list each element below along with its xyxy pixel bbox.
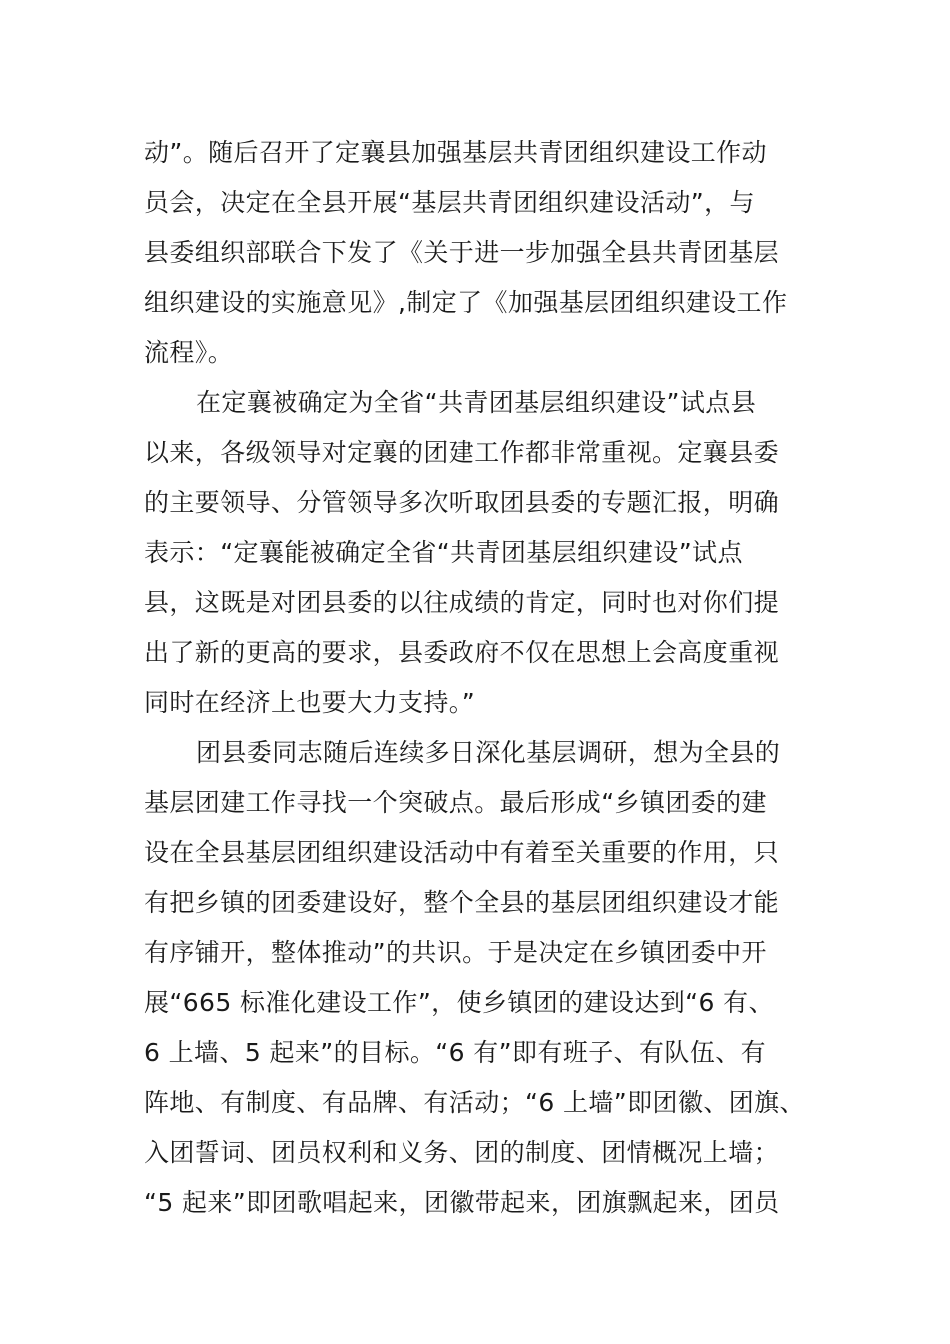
text-line: 设在全县基层团组织建设活动中有着至关重要的作用，只: [144, 838, 780, 867]
text-line: 阵地、有制度、有品牌、有活动；“6 上墙”即团徽、团旗、: [144, 1088, 805, 1117]
text-line: 同时在经济上也要大力支持。”: [144, 688, 476, 717]
text-line: 县，这既是对团县委的以往成绩的肯定，同时也对你们提: [144, 588, 780, 617]
text-line: 的主要领导、分管领导多次听取团县委的专题汇报，明确: [144, 488, 780, 517]
text-line: 动”。随后召开了定襄县加强基层共青团组织建设工作动: [144, 138, 767, 167]
text-line: 员会，决定在全县开展“基层共青团组织建设活动”，与: [144, 188, 755, 217]
text-line: 以来，各级领导对定襄的团建工作都非常重视。定襄县委: [144, 438, 780, 467]
text-line: 入团誓词、团员权利和义务、团的制度、团情概况上墙；: [144, 1138, 780, 1167]
text-line: 有把乡镇的团委建设好，整个全县的基层团组织建设才能: [144, 888, 780, 917]
text-line: 组织建设的实施意见》,制定了《加强基层团组织建设工作: [144, 288, 788, 317]
text-line: 县委组织部联合下发了《关于进一步加强全县共青团基层: [144, 238, 780, 267]
text-line: 展“665 标准化建设工作”，使乡镇团的建设达到“6 有、: [144, 988, 774, 1017]
body-text: [144, 128, 834, 1228]
text-line: 表示：“定襄能被确定全省“共青团基层组织建设”试点: [144, 538, 743, 567]
text-line: 有序铺开，整体推动”的共识。于是决定在乡镇团委中开: [144, 938, 767, 967]
text-line: 基层团建工作寻找一个突破点。最后形成“乡镇团委的建: [144, 788, 767, 817]
text-line: 6 上墙、5 起来”的目标。“6 有”即有班子、有队伍、有: [144, 1038, 767, 1067]
text-line: “5 起来”即团歌唱起来，团徽带起来，团旗飘起来，团员: [144, 1188, 780, 1217]
paragraph-first-line: 团县委同志随后连续多日深化基层调研，想为全县的: [196, 738, 781, 767]
text-line: 出了新的更高的要求，县委政府不仅在思想上会高度重视: [144, 638, 780, 667]
paragraph-first-line: 在定襄被确定为全省“共青团基层组织建设”试点县: [196, 388, 757, 417]
text-line: 流程》。: [144, 338, 234, 367]
